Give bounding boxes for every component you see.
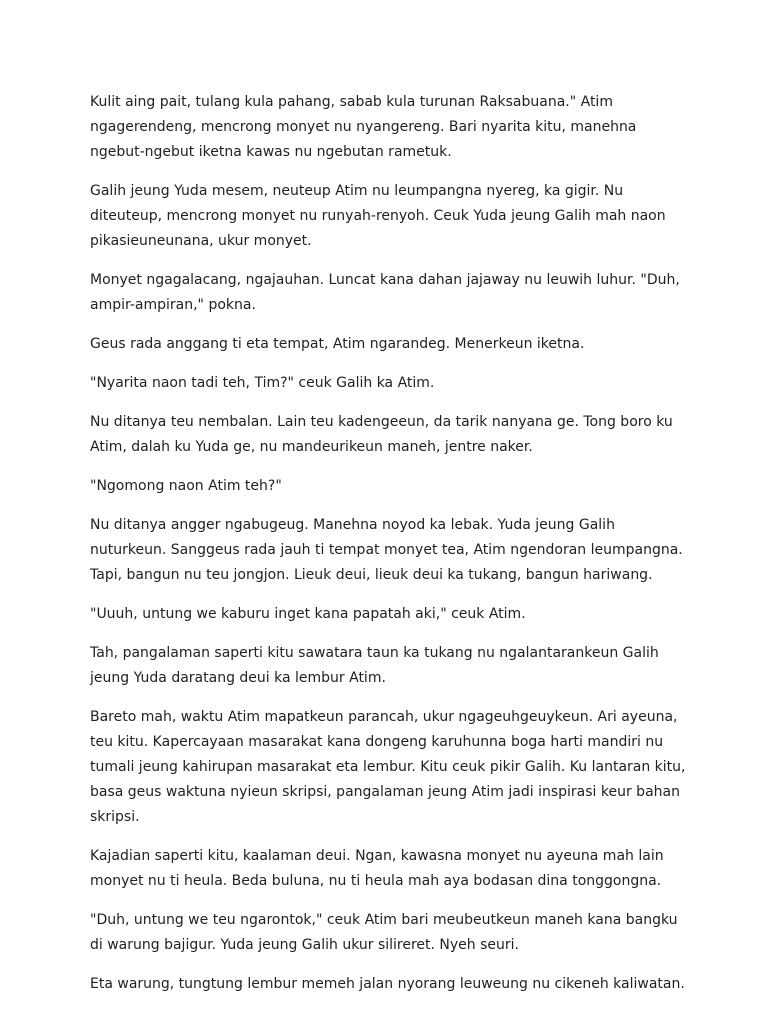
paragraph: Nu ditanya teu nembalan. Lain teu kadengeeun, da tarik nanyana ge. Tong boro ku Atim, dalah ku Yuda ge, nu mandeurikeun maneh, jentre naker.	[90, 414, 673, 455]
paragraph: "Duh, untung we teu ngarontok," ceuk Atim bari meubeutkeun maneh kana bangku di warung bajigur. Yuda jeung Galih ukur silireret. Nyeh seuri.	[90, 912, 678, 953]
paragraph: Galih jeung Yuda mesem, neuteup Atim nu leumpangna nyereg, ka gigir. Nu diteuteup, mencrong monyet nu runyah-renyoh. Ceuk Yuda jeung Galih mah naon pikasieuneunana, ukur monyet.	[90, 183, 666, 249]
paragraph: Geus rada anggang ti eta tempat, Atim ngarandeg. Menerkeun iketna.	[90, 336, 585, 352]
paragraph: "Ngomong naon Atim teh?"	[90, 478, 282, 494]
paragraph: Kajadian saperti kitu, kaalaman deui. Ngan, kawasna monyet nu ayeuna mah lain monyet nu ti heula. Beda buluna, nu ti heula mah aya bodasan dina tonggongna.	[90, 848, 664, 889]
document-page	[90, 90, 690, 1011]
paragraph: Tah, pangalaman saperti kitu sawatara taun ka tukang nu ngalantarankeun Galih jeung Yuda daratang deui ka lembur Atim.	[90, 645, 659, 686]
paragraph: Monyet ngagalacang, ngajauhan. Luncat kana dahan jajaway nu leuwih luhur. "Duh, ampir-ampiran," pokna.	[90, 272, 680, 313]
paragraph: "Nyarita naon tadi teh, Tim?" ceuk Galih ka Atim.	[90, 375, 435, 391]
paragraph: "Uuuh, untung we kaburu inget kana papatah aki," ceuk Atim.	[90, 606, 526, 622]
paragraph: Eta warung, tungtung lembur memeh jalan nyorang leuweung nu cikeneh kaliwatan.	[90, 976, 685, 992]
paragraph: Nu ditanya angger ngabugeug. Manehna noyod ka lebak. Yuda jeung Galih nuturkeun. Sanggeus rada jauh ti tempat monyet tea, Atim ngendoran leumpangna. Tapi, bangun nu teu jongjon. Lieuk deui, lieuk deui ka tukang, bangun hariwang.	[90, 517, 683, 583]
paragraph: Kulit aing pait, tulang kula pahang, sabab kula turunan Raksabuana." Atim ngagerendeng, mencrong monyet nu nyangereng. Bari nyarita kitu, manehna ngebut-ngebut iketna kawas nu ngebutan rametuk.	[90, 94, 637, 160]
paragraph: Bareto mah, waktu Atim mapatkeun parancah, ukur ngageuhgeuykeun. Ari ayeuna, teu kitu. Kapercayaan masarakat kana dongeng karuhunna boga harti mandiri nu tumali jeung kahirupan masarakat eta lembur. Kitu ceuk pikir Galih. Ku lantaran kitu, basa geus waktuna nyieun skripsi, pangalaman jeung Atim jadi inspirasi keur bahan skripsi.	[90, 709, 686, 825]
